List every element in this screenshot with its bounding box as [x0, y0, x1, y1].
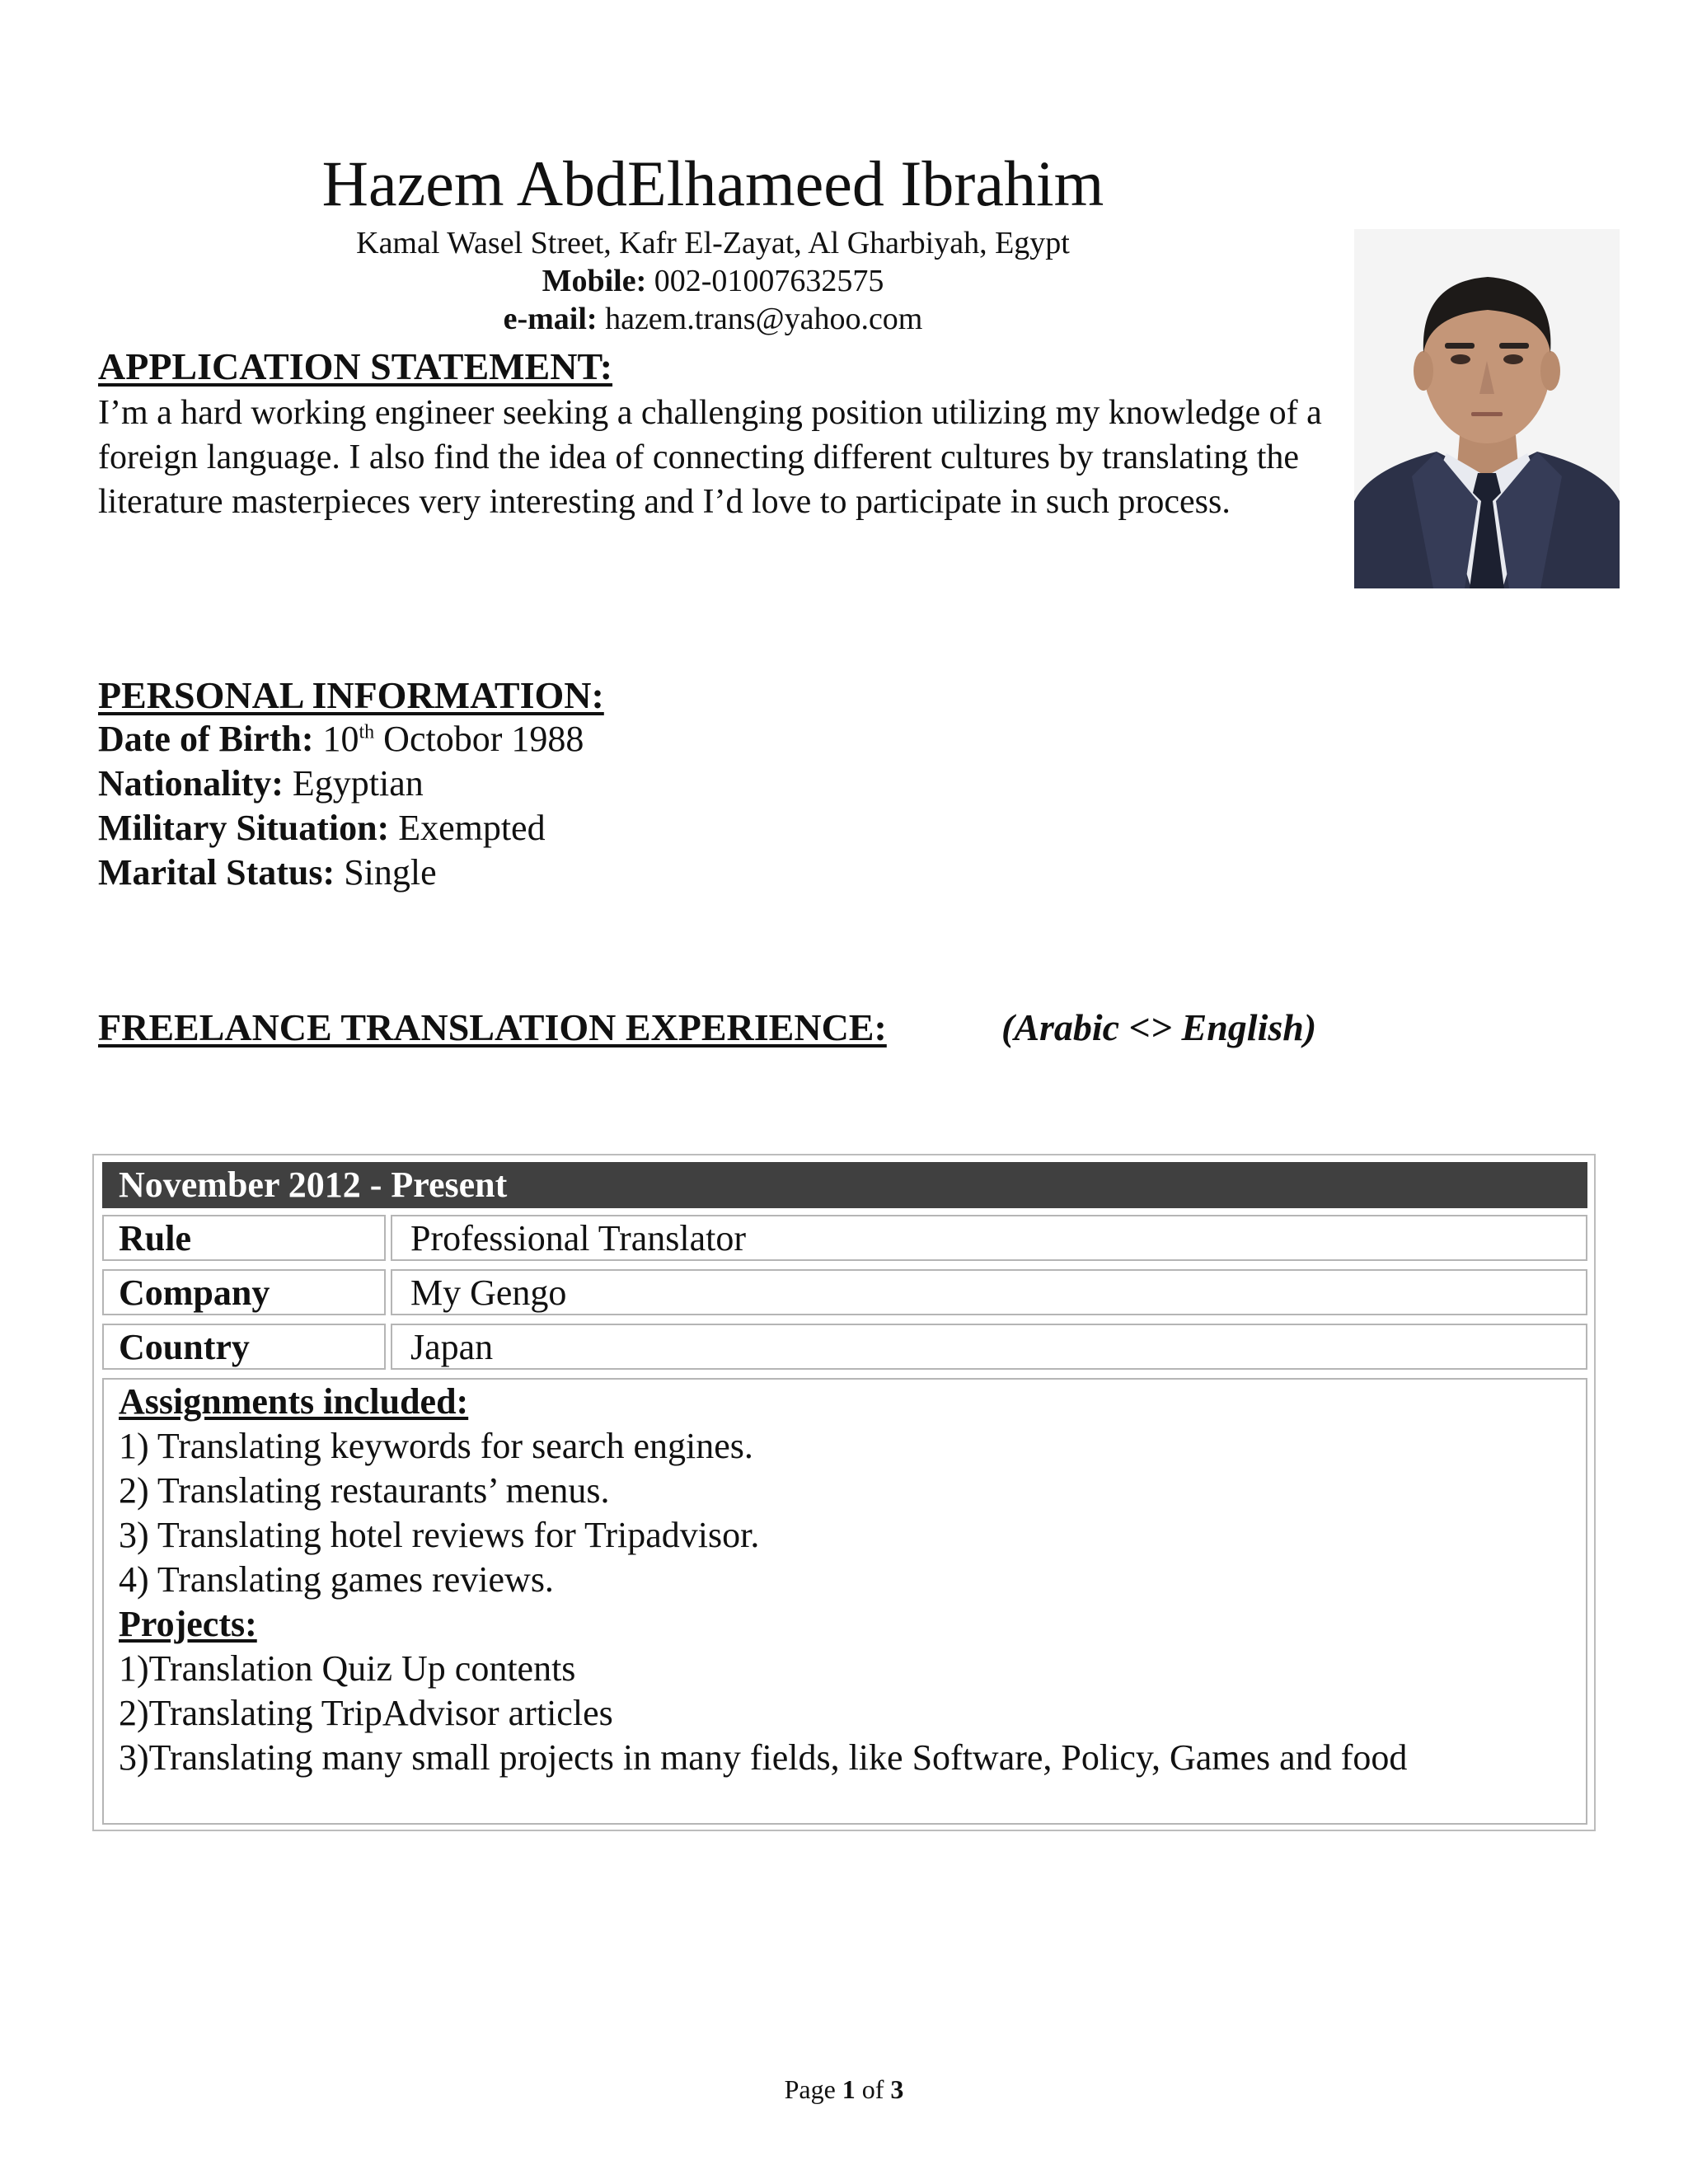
application-statement-text: I’m a hard working engineer seeking a challenging position utilizing my knowledge of a foreign language. I also find the idea of connecting different cultures by translating the literature masterpieces very interesting and I’d love to participate in such process. — [98, 394, 1322, 521]
date-of-birth-label: Date of Birth: — [98, 719, 314, 759]
nationality-value: Egyptian — [292, 763, 424, 804]
project-item: 3)Translating many small projects in many fields, like Software, Policy, Games and food — [119, 1737, 1408, 1778]
country-label: Country — [102, 1324, 386, 1370]
assignment-item: 4) Translating games reviews. — [119, 1559, 554, 1600]
email-value: hazem.trans@yahoo.com — [605, 302, 923, 336]
email-line — [0, 300, 1426, 338]
email-label: e-mail: — [503, 302, 598, 336]
military-situation-line — [98, 806, 546, 851]
rule-label: Rule — [102, 1215, 386, 1261]
page-label: Page — [784, 2074, 836, 2104]
experience-details — [102, 1378, 1587, 1825]
profile-photo — [1354, 229, 1620, 588]
military-situation-label: Military Situation: — [98, 808, 390, 848]
page-current: 1 — [842, 2074, 856, 2104]
project-item: 1)Translation Quiz Up contents — [119, 1648, 576, 1689]
marital-status-line — [98, 851, 437, 895]
company-value: My Gengo — [391, 1269, 1587, 1315]
mobile-line — [0, 262, 1426, 300]
rule-value: Professional Translator — [391, 1215, 1587, 1261]
date-of-birth-suffix: th — [359, 721, 375, 743]
language-pair: (Arabic <> English) — [1001, 1006, 1317, 1048]
page-number — [0, 2073, 1688, 2106]
experience-heading: FREELANCE TRANSLATION EXPERIENCE: — [98, 1006, 887, 1048]
marital-status-label: Marital Status: — [98, 852, 335, 893]
page-of-label: of — [861, 2074, 884, 2104]
project-item: 2)Translating TripAdvisor articles — [119, 1693, 613, 1733]
nationality-line — [98, 762, 424, 806]
military-situation-value: Exempted — [398, 808, 546, 848]
mobile-label: Mobile: — [542, 264, 647, 298]
assignment-item: 1) Translating keywords for search engines. — [119, 1426, 753, 1466]
company-label: Company — [102, 1269, 386, 1315]
nationality-label: Nationality: — [98, 763, 284, 804]
date-of-birth-line — [98, 717, 584, 762]
candidate-name: Hazem AbdElhameed Ibrahim — [321, 148, 1104, 219]
experience-period: November 2012 - Present — [102, 1162, 1587, 1208]
address-line: Kamal Wasel Street, Kafr El-Zayat, Al Gharbiyah, Egypt — [356, 226, 1070, 260]
date-of-birth-month-year: Octobor 1988 — [383, 719, 584, 759]
application-statement-heading: APPLICATION STATEMENT: — [98, 345, 613, 387]
assignments-heading: Assignments included: — [119, 1381, 469, 1422]
country-value: Japan — [391, 1324, 1587, 1370]
assignment-item: 2) Translating restaurants’ menus. — [119, 1470, 610, 1511]
personal-information-heading: PERSONAL INFORMATION: — [98, 674, 604, 716]
experience-table — [92, 1154, 1596, 1831]
date-of-birth-day: 10 — [322, 719, 359, 759]
profile-photo-portrait — [1354, 229, 1620, 588]
page-total: 3 — [890, 2074, 904, 2104]
marital-status-value: Single — [344, 852, 437, 893]
assignment-item: 3) Translating hotel reviews for Tripadvisor. — [119, 1515, 760, 1555]
projects-heading: Projects: — [119, 1604, 257, 1644]
mobile-value: 002-01007632575 — [654, 264, 884, 298]
